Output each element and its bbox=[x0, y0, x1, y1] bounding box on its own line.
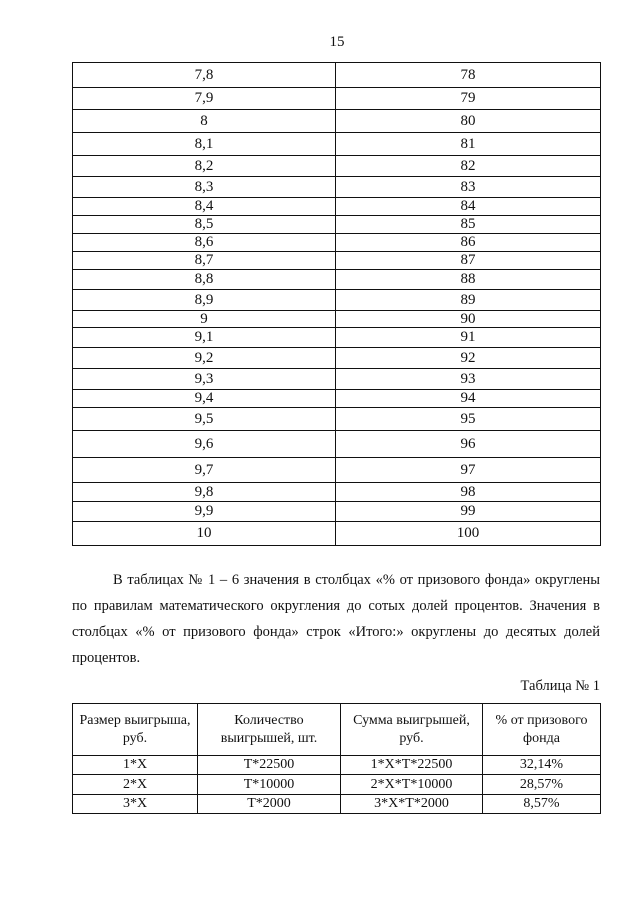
value-cell: 8,2 bbox=[73, 156, 336, 177]
value-cell: 9,1 bbox=[73, 328, 336, 348]
percent-cell: 82 bbox=[336, 156, 601, 177]
header-prize-size bbox=[73, 704, 198, 756]
percent-cell: 96 bbox=[336, 431, 601, 458]
percent-cell: 84 bbox=[336, 198, 601, 216]
percent-cell: 88 bbox=[336, 270, 601, 290]
header-line: Размер выигрыша, bbox=[79, 712, 191, 728]
table-row bbox=[73, 328, 601, 348]
value-cell: 8,5 bbox=[73, 216, 336, 234]
percent-cell: 93 bbox=[336, 369, 601, 390]
header-line: выигрышей, шт. bbox=[220, 730, 318, 746]
prize-count-cell: T*2000 bbox=[198, 795, 341, 814]
value-cell: 9,3 bbox=[73, 369, 336, 390]
value-cell: 8,9 bbox=[73, 290, 336, 311]
header-line: фонда bbox=[523, 730, 560, 746]
table-row bbox=[73, 63, 601, 88]
header-line: % от призового bbox=[495, 712, 588, 728]
value-cell: 7,9 bbox=[73, 88, 336, 110]
percent-cell: 85 bbox=[336, 216, 601, 234]
value-cell: 8,1 bbox=[73, 133, 336, 156]
table-row bbox=[73, 458, 601, 483]
percent-cell: 95 bbox=[336, 408, 601, 431]
header-prize-count bbox=[198, 704, 341, 756]
table-row bbox=[73, 431, 601, 458]
prize-fund-table bbox=[72, 703, 601, 814]
table-row bbox=[73, 795, 601, 814]
paragraph-line: В таблицах № 1 – 6 значения в столбцах «% от призового фонда» округлены bbox=[113, 572, 600, 588]
table-caption: Таблица № 1 bbox=[520, 678, 600, 694]
paragraph-line: процентов. bbox=[72, 650, 141, 666]
value-cell: 8,6 bbox=[73, 234, 336, 252]
table-row bbox=[73, 756, 601, 775]
table-row bbox=[73, 390, 601, 408]
paragraph-line: по правилам математического округления до сотых долей процентов. Значения в bbox=[72, 598, 600, 614]
value-cell: 9,7 bbox=[73, 458, 336, 483]
prize-percent-cell: 28,57% bbox=[483, 775, 601, 795]
prize-sum-cell: 3*X*T*2000 bbox=[341, 795, 483, 814]
value-cell: 8,4 bbox=[73, 198, 336, 216]
header-line: Сумма выигрышей, bbox=[353, 712, 470, 728]
percent-cell: 81 bbox=[336, 133, 601, 156]
paragraph-line: столбцах «% от призового фонда» строк «Итого:» округлены до десятых долей bbox=[72, 624, 600, 640]
table-row bbox=[73, 252, 601, 270]
percent-cell: 94 bbox=[336, 390, 601, 408]
header-line: Количество bbox=[234, 712, 304, 728]
table-row bbox=[73, 483, 601, 502]
value-cell: 9,2 bbox=[73, 348, 336, 369]
value-cell: 9,5 bbox=[73, 408, 336, 431]
percent-cell: 86 bbox=[336, 234, 601, 252]
prize-count-cell: T*10000 bbox=[198, 775, 341, 795]
value-cell: 8 bbox=[73, 110, 336, 133]
prize-sum-cell: 2*X*T*10000 bbox=[341, 775, 483, 795]
value-cell: 8,3 bbox=[73, 177, 336, 198]
percent-cell: 83 bbox=[336, 177, 601, 198]
table-row bbox=[73, 502, 601, 522]
table-row bbox=[73, 311, 601, 328]
prize-table-body bbox=[73, 756, 601, 814]
page-number: 15 bbox=[329, 34, 345, 50]
prize-size-cell: 2*X bbox=[73, 775, 198, 795]
table-row bbox=[73, 156, 601, 177]
header-prize-sum bbox=[341, 704, 483, 756]
table-row bbox=[73, 408, 601, 431]
value-cell: 8,8 bbox=[73, 270, 336, 290]
percent-cell: 97 bbox=[336, 458, 601, 483]
value-cell: 9,4 bbox=[73, 390, 336, 408]
percent-cell: 92 bbox=[336, 348, 601, 369]
percent-cell: 100 bbox=[336, 522, 601, 546]
header-line: руб. bbox=[122, 730, 148, 746]
prize-percent-cell: 8,57% bbox=[483, 795, 601, 814]
table-row bbox=[73, 88, 601, 110]
table-row bbox=[73, 775, 601, 795]
continuation-table bbox=[72, 62, 601, 546]
prize-size-cell: 3*X bbox=[73, 795, 198, 814]
value-cell: 10 bbox=[73, 522, 336, 546]
value-cell: 9 bbox=[73, 311, 336, 328]
percent-cell: 90 bbox=[336, 311, 601, 328]
percent-cell: 78 bbox=[336, 63, 601, 88]
prize-percent-cell: 32,14% bbox=[483, 756, 601, 775]
rounding-note-paragraph bbox=[72, 567, 600, 671]
prize-count-cell: T*22500 bbox=[198, 756, 341, 775]
table-row bbox=[73, 290, 601, 311]
table-row bbox=[73, 177, 601, 198]
table-row bbox=[73, 522, 601, 546]
table-row bbox=[73, 348, 601, 369]
percent-cell: 87 bbox=[336, 252, 601, 270]
value-cell: 9,6 bbox=[73, 431, 336, 458]
percent-cell: 80 bbox=[336, 110, 601, 133]
prize-sum-cell: 1*X*T*22500 bbox=[341, 756, 483, 775]
table-row bbox=[73, 133, 601, 156]
value-cell: 9,9 bbox=[73, 502, 336, 522]
prize-table-header bbox=[73, 704, 601, 756]
table-row bbox=[73, 270, 601, 290]
percent-cell: 79 bbox=[336, 88, 601, 110]
table-row bbox=[73, 369, 601, 390]
header-line: руб. bbox=[399, 730, 424, 746]
table-row bbox=[73, 216, 601, 234]
percent-cell: 98 bbox=[336, 483, 601, 502]
prize-size-cell: 1*X bbox=[73, 756, 198, 775]
percent-cell: 99 bbox=[336, 502, 601, 522]
header-prize-fund-percent bbox=[483, 704, 601, 756]
value-cell: 9,8 bbox=[73, 483, 336, 502]
value-cell: 7,8 bbox=[73, 63, 336, 88]
percent-cell: 91 bbox=[336, 328, 601, 348]
table-row bbox=[73, 234, 601, 252]
percent-cell: 89 bbox=[336, 290, 601, 311]
table-row bbox=[73, 110, 601, 133]
continuation-table-body bbox=[73, 63, 601, 546]
table-row bbox=[73, 198, 601, 216]
header-row bbox=[73, 704, 601, 756]
value-cell: 8,7 bbox=[73, 252, 336, 270]
